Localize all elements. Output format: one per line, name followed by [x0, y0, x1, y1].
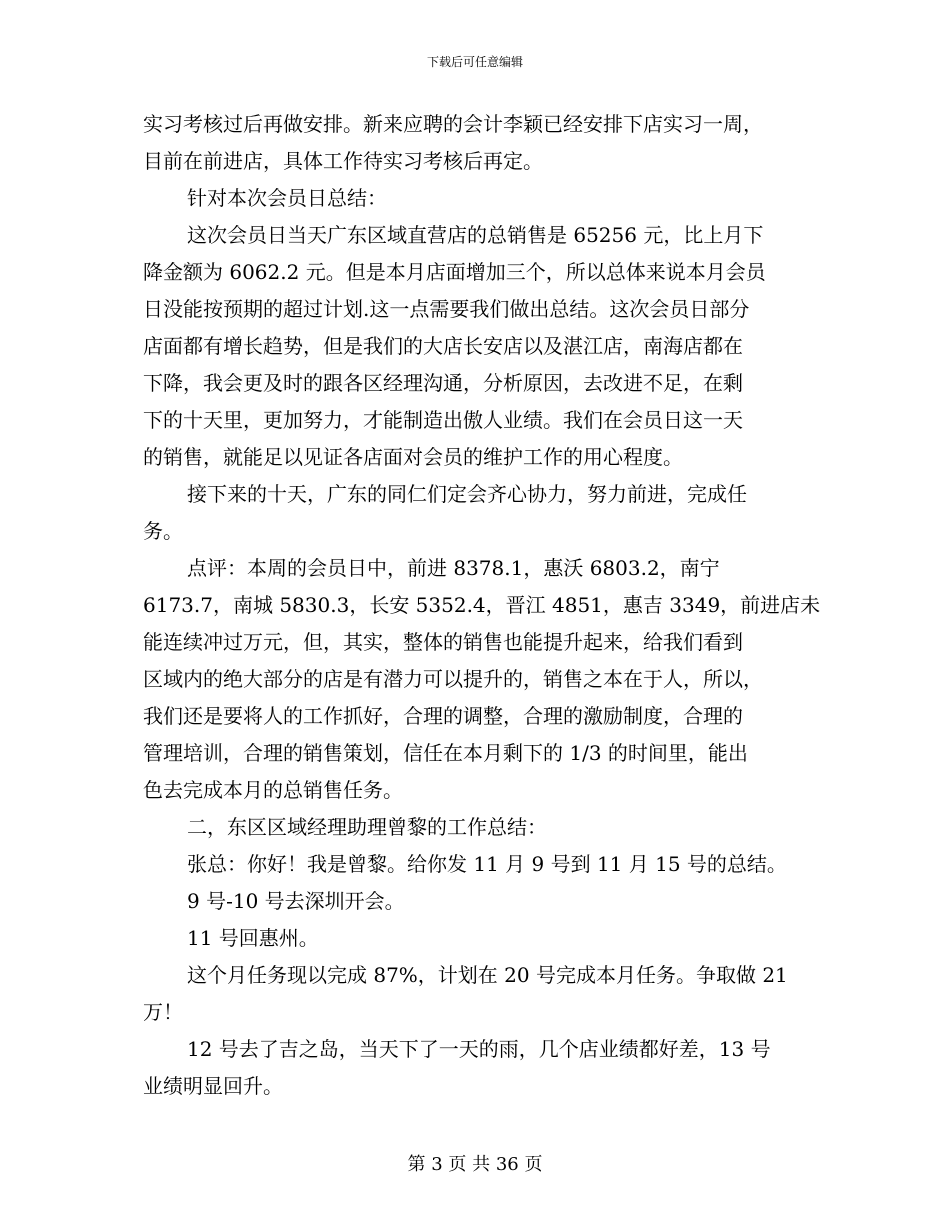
document-body [143, 106, 821, 1105]
text-line: 实习考核过后再做安排。新来应聘的会计李颖已经安排下店实习一周， [143, 112, 763, 136]
text-line: 务。 [143, 519, 183, 543]
text-line: 6173.7，南城 5830.3，长安 5352.4，晋江 4851，惠吉 3349，前进店未 [143, 593, 821, 617]
page-number-footer: 第 3 页 共 36 页 [407, 1154, 543, 1175]
text-line: 这个月任务现以完成 87%，计划在 20 号完成本月任务。争取做 21 [187, 963, 788, 987]
text-line: 下降，我会更及时的跟各区经理沟通，分析原因，去改进不足，在剩 [143, 371, 743, 395]
text-line: 能连续冲过万元，但，其实，整体的销售也能提升起来，给我们看到 [143, 630, 743, 654]
text-line: 下的十天里，更加努力，才能制造出傲人业绩。我们在会员日这一天 [143, 408, 743, 432]
text-line: 色去完成本月的总销售任务。 [143, 778, 403, 802]
text-line: 目前在前进店，具体工作待实习考核后再定。 [143, 149, 543, 173]
text-line: 管理培训，合理的销售策划，信任在本月剩下的 1/3 的时间里，能出 [143, 741, 748, 765]
text-line: 接下来的十天，广东的同仁们定会齐心协力，努力前进，完成任 [187, 482, 747, 506]
text-line: 日没能按预期的超过计划.这一点需要我们做出总结。这次会员日部分 [143, 297, 750, 321]
text-line: 张总：你好！我是曾黎。给你发 11 月 9 号到 11 月 15 号的总结。 [187, 852, 787, 876]
text-line: 11 号回惠州。 [187, 926, 319, 950]
text-line: 点评：本周的会员日中，前进 8378.1，惠沃 6803.2，南宁 [187, 556, 720, 580]
section-heading: 二，东区区域经理助理曾黎的工作总结： [187, 815, 547, 839]
text-line: 降金额为 6062.2 元。但是本月店面增加三个，所以总体来说本月会员 [143, 260, 766, 284]
text-line: 这次会员日当天广东区域直营店的总销售是 65256 元，比上月下 [187, 223, 764, 247]
section-heading: 针对本次会员日总结： [187, 186, 387, 210]
text-line: 的销售，就能足以见证各店面对会员的维护工作的用心程度。 [143, 445, 683, 469]
text-line: 区域内的绝大部分的店是有潜力可以提升的，销售之本在于人，所以， [143, 667, 763, 691]
text-line: 店面都有增长趋势，但是我们的大店长安店以及湛江店，南海店都在 [143, 334, 743, 358]
text-line: 业绩明显回升。 [143, 1074, 283, 1098]
text-line: 万！ [143, 1000, 183, 1024]
text-line: 9 号-10 号去深圳开会。 [187, 889, 405, 913]
page-header: 下载后可任意编辑 [426, 55, 523, 69]
text-line: 我们还是要将人的工作抓好，合理的调整，合理的激励制度，合理的 [143, 704, 743, 728]
text-line: 12 号去了吉之岛，当天下了一天的雨，几个店业绩都好差，13 号 [187, 1037, 771, 1061]
